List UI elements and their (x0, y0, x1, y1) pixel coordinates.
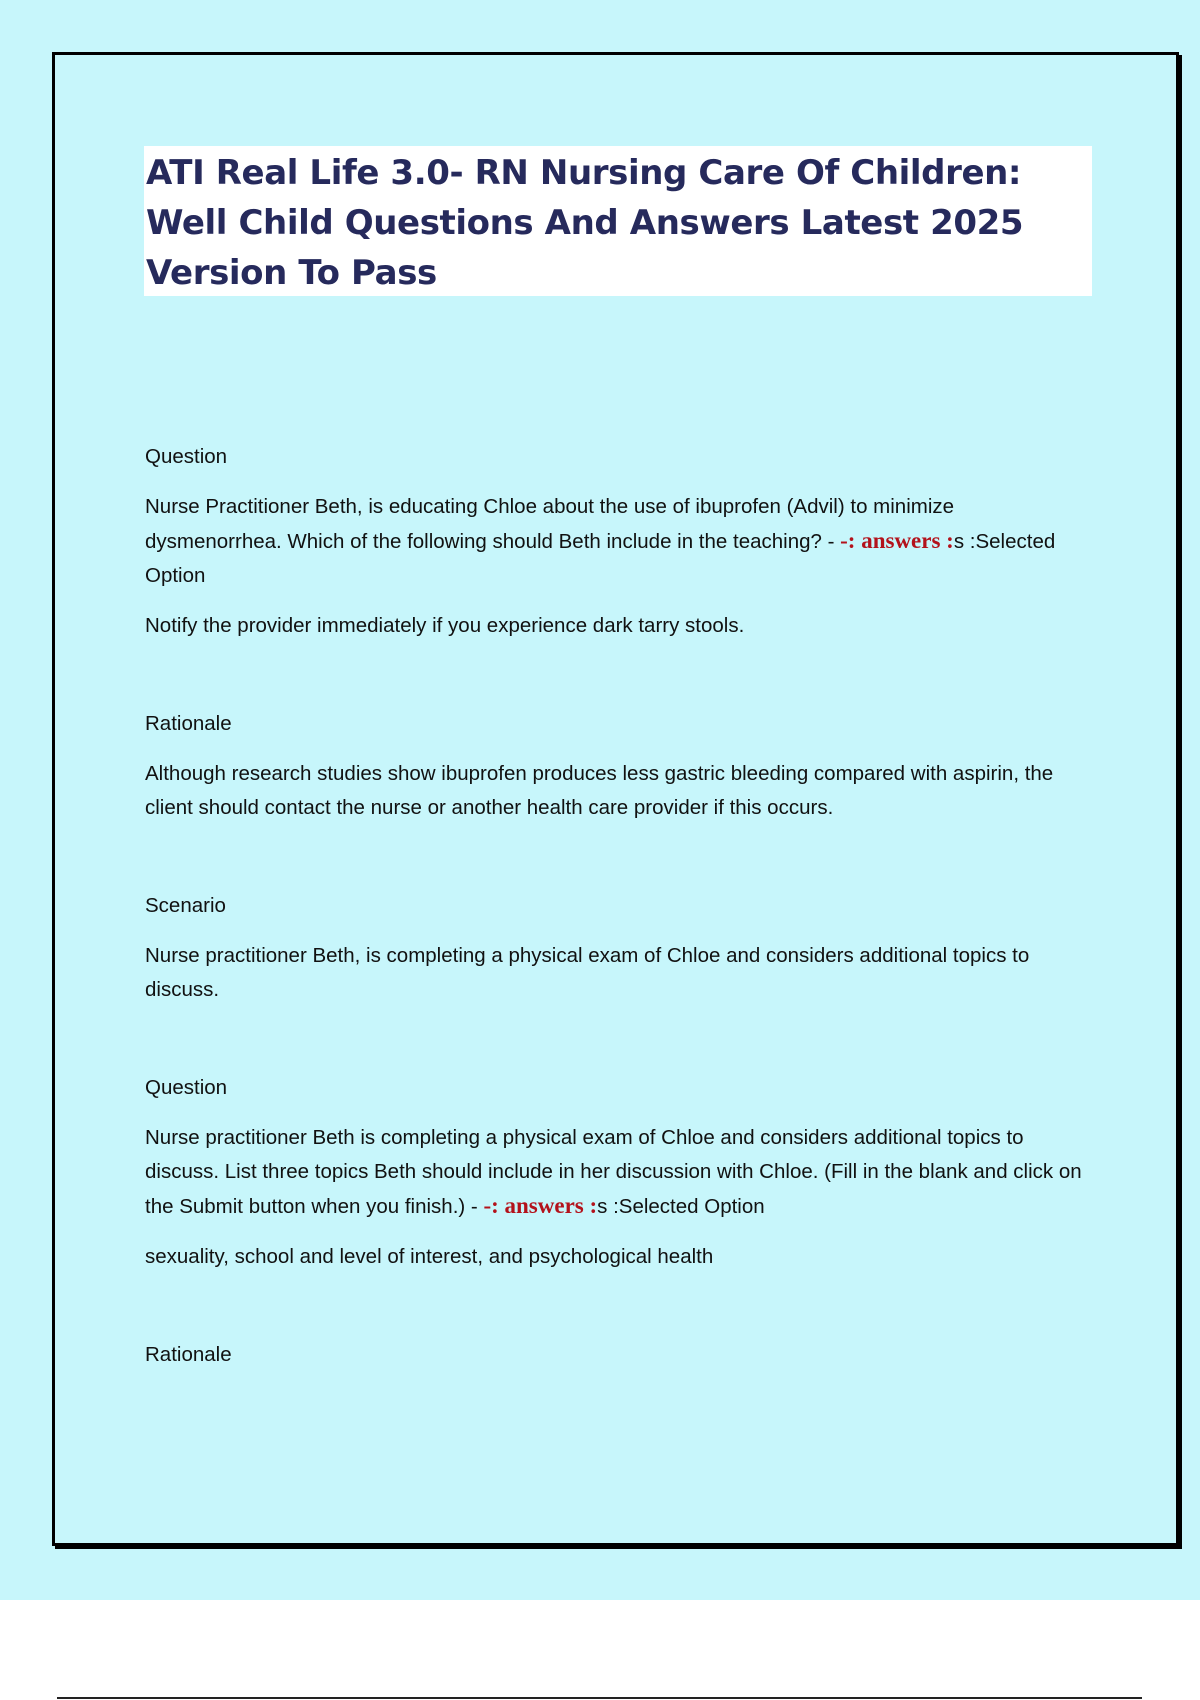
answer-marker: -: answers : (840, 528, 954, 553)
rationale-label: Rationale (145, 712, 232, 735)
answer-marker: -: answers : (483, 1193, 598, 1218)
footer-divider (57, 1697, 1142, 1699)
question-body: Nurse practitioner Beth is completing a physical exam of Chloe and considers additional topics to discuss. List three topics Beth should include in her discussion with Chloe. (Fill in the blank and click on the Submit button when you finish.) - (145, 1126, 1082, 1218)
rationale-label: Rationale (145, 1343, 232, 1366)
question-text (145, 490, 1095, 593)
answer-suffix: s :Selected Option (597, 1195, 765, 1218)
question-text (145, 1121, 1095, 1224)
scenario-text: Nurse practitioner Beth, is completing a physical exam of Chloe and considers additional topics to discuss. (145, 944, 1030, 1001)
document-content (145, 440, 1095, 1372)
question-label: Question (145, 1076, 228, 1099)
document-title: ATI Real Life 3.0- RN Nursing Care Of Children: Well Child Questions And Answers Latest 2025 Version To Pass (146, 153, 1024, 293)
scenario-label: Scenario (145, 894, 226, 917)
rationale-text: Although research studies show ibuprofen produces less gastric bleeding compared with aspirin, the client should contact the nurse or another health care provider if this occurs. (145, 762, 1054, 819)
selected-option-text: sexuality, school and level of interest, and psychological health (145, 1245, 714, 1268)
selected-option-text: Notify the provider immediately if you experience dark tarry stools. (145, 614, 745, 637)
question-label: Question (145, 445, 228, 468)
answer-suffix: s :Selected Option (145, 530, 1056, 587)
title-box (144, 146, 1092, 296)
question-body: Nurse Practitioner Beth, is educating Chloe about the use of ibuprofen (Advil) to minimize dysmenorrhea. Which of the following should Beth include in the teaching? - (145, 495, 955, 553)
